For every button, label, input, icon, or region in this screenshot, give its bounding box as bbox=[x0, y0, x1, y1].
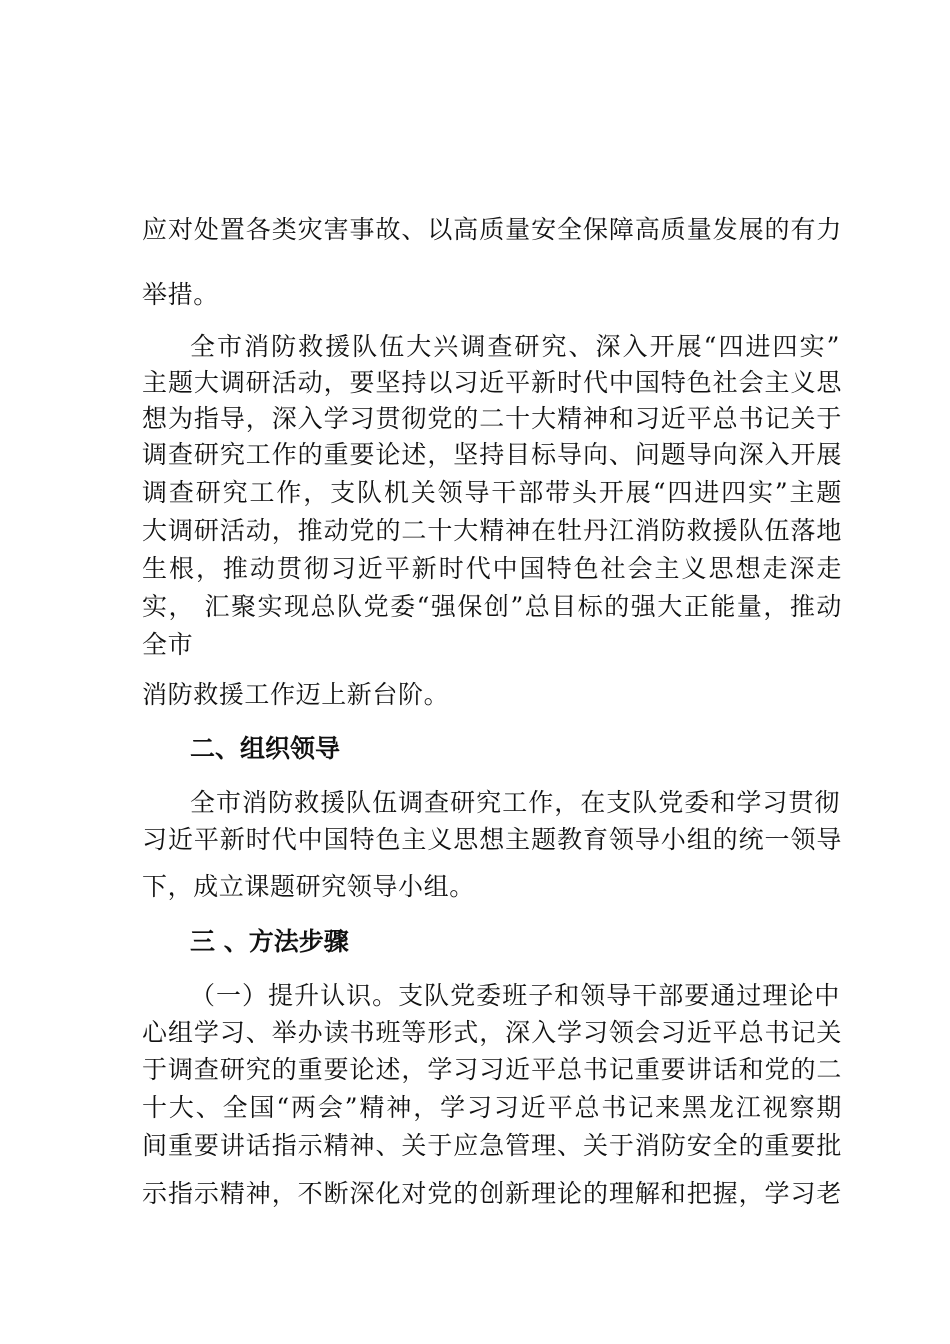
text-line: 习近平新时代中国特色主义思想主题教育领导小组的统一领导 bbox=[142, 825, 842, 854]
text-line: 消防救援工作迈上新台阶。 bbox=[142, 680, 450, 709]
section-heading: 二、组织领导 bbox=[190, 734, 341, 763]
text-line: 生根，推动贯彻习近平新时代中国特色社会主义思想走深走 bbox=[142, 554, 842, 583]
text-line: （一）提升认识。支队党委班子和领导干部要通过理论中 bbox=[190, 981, 840, 1010]
text-line: 举措。 bbox=[142, 280, 219, 309]
text-line: 全市消防救援队伍大兴调查研究、深入开展“四进四实” bbox=[190, 332, 840, 361]
text-line: 心组学习、举办读书班等形式，深入学习领会习近平总书记关 bbox=[142, 1018, 842, 1047]
text-line: 示指示精神，不断深化对党的创新理论的理解和把握，学习老 bbox=[142, 1179, 842, 1208]
text-line: 应对处置各类灾害事故、以高质量安全保障高质量发展的有力 bbox=[142, 215, 842, 244]
text-line: 大调研活动，推动党的二十大精神在牡丹江消防救援队伍落地 bbox=[142, 516, 842, 545]
text-line: 全市消防救援队伍调查研究工作，在支队党委和学习贯彻 bbox=[190, 788, 840, 817]
section-heading: 三 、方法步骤 bbox=[190, 927, 349, 956]
text-line: 于调查研究的重要论述，学习习近平总书记重要讲话和党的二 bbox=[142, 1055, 842, 1084]
text-line: 间重要讲话指示精神、关于应急管理、关于消防安全的重要批 bbox=[142, 1131, 842, 1160]
text-line: 十大、全国“两会”精神，学习习近平总书记来黑龙江视察期 bbox=[142, 1093, 842, 1122]
text-line: 下，成立课题研究领导小组。 bbox=[142, 872, 475, 901]
text-line: 调查研究工作，支队机关领导干部带头开展“四进四实”主题 bbox=[142, 478, 842, 507]
text-line: 想为指导，深入学习贯彻党的二十大精神和习近平总书记关于 bbox=[142, 404, 842, 433]
text-line: 实， 汇聚实现总队党委“强保创”总目标的强大正能量，推动 bbox=[142, 592, 842, 621]
text-line: 调查研究工作的重要论述，坚持目标导向、问题导向深入开展 bbox=[142, 440, 842, 469]
text-line: 全市 bbox=[142, 630, 194, 659]
text-line: 主题大调研活动，要坚持以习近平新时代中国特色社会主义思 bbox=[142, 368, 842, 397]
